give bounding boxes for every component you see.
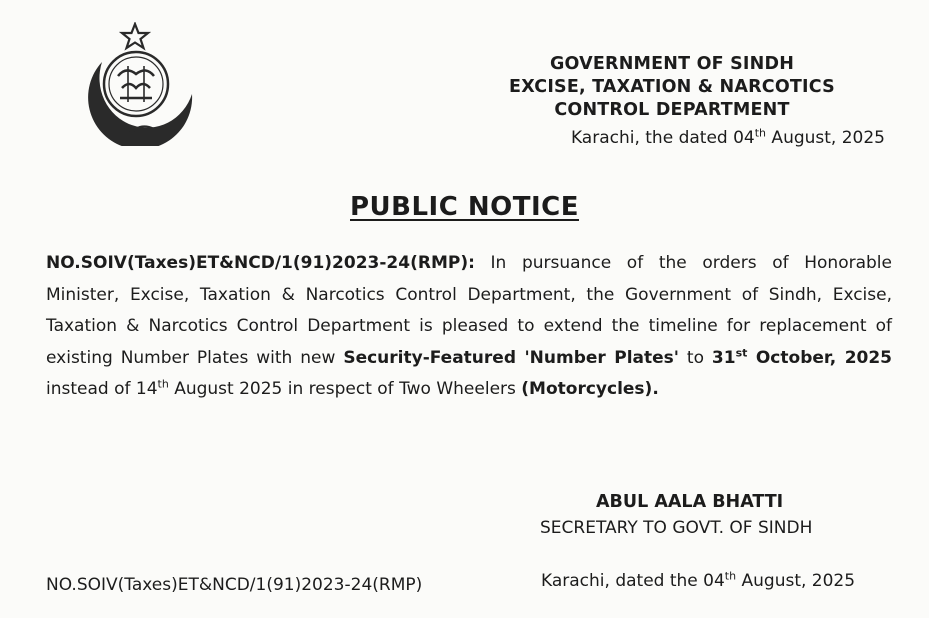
sindh-government-seal-icon: [72, 22, 204, 146]
signature-block: [540, 489, 900, 541]
notice-text-1: In pursuance of the orders of Honorable Minister, Excise, Taxation & Narcotics Control Department, the Government of Sindh, Excise, Taxation & Narcotics Control Department is pleased to extend the timeline for replacement of existing Number Plates with new: [46, 253, 892, 368]
header-line-department: EXCISE, TAXATION & NARCOTICS: [509, 77, 835, 97]
signatory-designation: SECRETARY TO GOVT. OF SINDH: [540, 518, 813, 538]
new-date-rest: October, 2025: [747, 347, 893, 368]
notice-text-2: to: [678, 347, 712, 368]
notice-vehicle-type: (Motorcycles).: [521, 379, 659, 399]
header-line-control: CONTROL DEPARTMENT: [554, 100, 790, 120]
footer-date-sup: th: [724, 569, 737, 583]
header-date-prefix: Karachi, the dated 04: [570, 128, 755, 148]
new-date-sup: st: [735, 345, 748, 359]
notice-text-4: August 2025 in respect of Two Wheelers: [168, 379, 522, 399]
footer-date-suffix: August, 2025: [736, 571, 856, 591]
new-date-day: 31: [711, 347, 736, 368]
header-line-government: GOVERNMENT OF SINDH: [549, 54, 795, 74]
notice-title: [0, 192, 929, 222]
notice-body: [46, 248, 892, 406]
header-date-suffix: August, 2025: [766, 128, 885, 148]
notice-title-text: PUBLIC NOTICE: [350, 192, 579, 222]
footer-date: [541, 571, 855, 591]
header-date: [571, 128, 885, 148]
department-header: [462, 53, 882, 122]
signatory-name: ABUL AALA BHATTI: [596, 492, 784, 512]
header-date-sup: th: [754, 126, 767, 140]
notice-text-3: instead of 14: [46, 379, 158, 399]
notice-new-date: [711, 345, 893, 368]
footer-ref-number: NO.SOIV(Taxes)ET&NCD/1(91)2023-24(RMP): [46, 575, 423, 595]
notice-ref-number: NO.SOIV(Taxes)ET&NCD/1(91)2023-24(RMP):: [46, 253, 475, 273]
notice-plates-bold: Security-Featured 'Number Plates': [343, 347, 679, 368]
footer-date-prefix: Karachi, dated the 04: [541, 571, 725, 591]
old-date-sup: th: [157, 377, 169, 391]
